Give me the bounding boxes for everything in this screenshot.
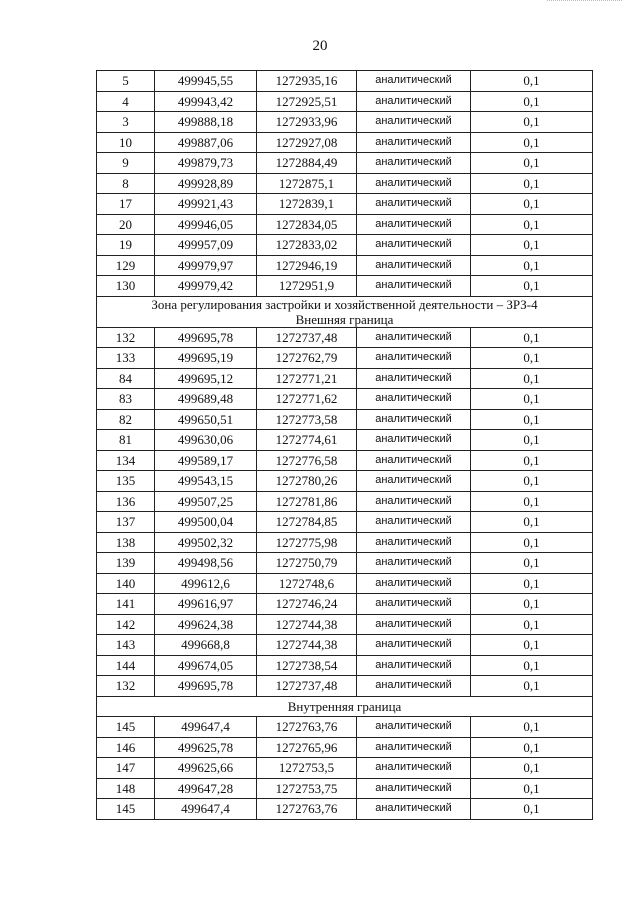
table-row bbox=[97, 214, 593, 235]
accuracy-cell: 0,1 bbox=[471, 635, 593, 656]
point-number-cell: 148 bbox=[97, 778, 155, 799]
point-number-cell: 134 bbox=[97, 450, 155, 471]
x-coordinate-cell: 499616,97 bbox=[155, 594, 257, 615]
y-coordinate-cell: 1272875,1 bbox=[257, 173, 357, 194]
point-number-cell: 9 bbox=[97, 153, 155, 174]
outer-border-title: Внешняя граница bbox=[295, 311, 394, 327]
accuracy-cell: 0,1 bbox=[471, 614, 593, 635]
table-row bbox=[97, 153, 593, 174]
x-coordinate-cell: 499888,18 bbox=[155, 112, 257, 133]
x-coordinate-cell: 499957,09 bbox=[155, 235, 257, 256]
table-row bbox=[97, 276, 593, 297]
method-cell: аналитический bbox=[357, 214, 471, 235]
table-row bbox=[97, 532, 593, 553]
x-coordinate-cell: 499650,51 bbox=[155, 409, 257, 430]
point-number-cell: 146 bbox=[97, 737, 155, 758]
table-row bbox=[97, 512, 593, 533]
table-row bbox=[97, 614, 593, 635]
method-cell: аналитический bbox=[357, 132, 471, 153]
x-coordinate-cell: 499695,12 bbox=[155, 368, 257, 389]
inner-border-title-row bbox=[97, 696, 593, 717]
table-row bbox=[97, 594, 593, 615]
x-coordinate-cell: 499502,32 bbox=[155, 532, 257, 553]
method-cell: аналитический bbox=[357, 778, 471, 799]
method-cell: аналитический bbox=[357, 676, 471, 697]
accuracy-cell: 0,1 bbox=[471, 368, 593, 389]
accuracy-cell: 0,1 bbox=[471, 430, 593, 451]
accuracy-cell: 0,1 bbox=[471, 758, 593, 779]
x-coordinate-cell: 499943,42 bbox=[155, 91, 257, 112]
point-number-cell: 141 bbox=[97, 594, 155, 615]
table-row bbox=[97, 235, 593, 256]
accuracy-cell: 0,1 bbox=[471, 799, 593, 820]
y-coordinate-cell: 1272750,79 bbox=[257, 553, 357, 574]
point-number-cell: 5 bbox=[97, 71, 155, 92]
x-coordinate-cell: 499695,78 bbox=[155, 327, 257, 348]
x-coordinate-cell: 499979,97 bbox=[155, 255, 257, 276]
y-coordinate-cell: 1272765,96 bbox=[257, 737, 357, 758]
point-number-cell: 17 bbox=[97, 194, 155, 215]
y-coordinate-cell: 1272776,58 bbox=[257, 450, 357, 471]
x-coordinate-cell: 499625,66 bbox=[155, 758, 257, 779]
point-number-cell: 145 bbox=[97, 799, 155, 820]
accuracy-cell: 0,1 bbox=[471, 737, 593, 758]
method-cell: аналитический bbox=[357, 173, 471, 194]
method-cell: аналитический bbox=[357, 112, 471, 133]
point-number-cell: 20 bbox=[97, 214, 155, 235]
method-cell: аналитический bbox=[357, 737, 471, 758]
x-coordinate-cell: 499674,05 bbox=[155, 655, 257, 676]
point-number-cell: 145 bbox=[97, 717, 155, 738]
method-cell: аналитический bbox=[357, 553, 471, 574]
method-cell: аналитический bbox=[357, 255, 471, 276]
table-row bbox=[97, 655, 593, 676]
table-row bbox=[97, 389, 593, 410]
y-coordinate-cell: 1272839,1 bbox=[257, 194, 357, 215]
point-number-cell: 144 bbox=[97, 655, 155, 676]
method-cell: аналитический bbox=[357, 194, 471, 215]
method-cell: аналитический bbox=[357, 71, 471, 92]
table-row bbox=[97, 368, 593, 389]
table-row bbox=[97, 491, 593, 512]
point-number-cell: 133 bbox=[97, 348, 155, 369]
point-number-cell: 10 bbox=[97, 132, 155, 153]
table-row bbox=[97, 173, 593, 194]
accuracy-cell: 0,1 bbox=[471, 132, 593, 153]
point-number-cell: 143 bbox=[97, 635, 155, 656]
accuracy-cell: 0,1 bbox=[471, 348, 593, 369]
accuracy-cell: 0,1 bbox=[471, 194, 593, 215]
x-coordinate-cell: 499624,38 bbox=[155, 614, 257, 635]
accuracy-cell: 0,1 bbox=[471, 512, 593, 533]
method-cell: аналитический bbox=[357, 758, 471, 779]
accuracy-cell: 0,1 bbox=[471, 594, 593, 615]
y-coordinate-cell: 1272762,79 bbox=[257, 348, 357, 369]
x-coordinate-cell: 499630,06 bbox=[155, 430, 257, 451]
x-coordinate-cell: 499625,78 bbox=[155, 737, 257, 758]
zone-title: Зона регулирования застройки и хозяйственной деятельности – ЗРЗ-4 bbox=[151, 296, 538, 312]
y-coordinate-cell: 1272753,5 bbox=[257, 758, 357, 779]
accuracy-cell: 0,1 bbox=[471, 389, 593, 410]
method-cell: аналитический bbox=[357, 799, 471, 820]
point-number-cell: 142 bbox=[97, 614, 155, 635]
inner-header-group bbox=[97, 696, 593, 717]
y-coordinate-cell: 1272738,54 bbox=[257, 655, 357, 676]
point-number-cell: 83 bbox=[97, 389, 155, 410]
point-number-cell: 132 bbox=[97, 327, 155, 348]
method-cell: аналитический bbox=[357, 368, 471, 389]
point-number-cell: 138 bbox=[97, 532, 155, 553]
rows-outer-group bbox=[97, 327, 593, 696]
method-cell: аналитический bbox=[357, 512, 471, 533]
table-row bbox=[97, 348, 593, 369]
accuracy-cell: 0,1 bbox=[471, 491, 593, 512]
y-coordinate-cell: 1272744,38 bbox=[257, 614, 357, 635]
x-coordinate-cell: 499498,56 bbox=[155, 553, 257, 574]
y-coordinate-cell: 1272753,75 bbox=[257, 778, 357, 799]
x-coordinate-cell: 499689,48 bbox=[155, 389, 257, 410]
accuracy-cell: 0,1 bbox=[471, 450, 593, 471]
method-cell: аналитический bbox=[357, 717, 471, 738]
table-row bbox=[97, 132, 593, 153]
table-row bbox=[97, 471, 593, 492]
rows-top-group bbox=[97, 71, 593, 297]
method-cell: аналитический bbox=[357, 276, 471, 297]
method-cell: аналитический bbox=[357, 532, 471, 553]
x-coordinate-cell: 499500,04 bbox=[155, 512, 257, 533]
accuracy-cell: 0,1 bbox=[471, 276, 593, 297]
method-cell: аналитический bbox=[357, 235, 471, 256]
table-row bbox=[97, 450, 593, 471]
accuracy-cell: 0,1 bbox=[471, 214, 593, 235]
y-coordinate-cell: 1272746,24 bbox=[257, 594, 357, 615]
point-number-cell: 129 bbox=[97, 255, 155, 276]
y-coordinate-cell: 1272833,02 bbox=[257, 235, 357, 256]
zone-title-row bbox=[97, 296, 593, 327]
point-number-cell: 135 bbox=[97, 471, 155, 492]
table-row bbox=[97, 71, 593, 92]
point-number-cell: 139 bbox=[97, 553, 155, 574]
table-row bbox=[97, 430, 593, 451]
table-row bbox=[97, 553, 593, 574]
y-coordinate-cell: 1272884,49 bbox=[257, 153, 357, 174]
x-coordinate-cell: 499668,8 bbox=[155, 635, 257, 656]
accuracy-cell: 0,1 bbox=[471, 573, 593, 594]
method-cell: аналитический bbox=[357, 614, 471, 635]
point-number-cell: 140 bbox=[97, 573, 155, 594]
zone-header-group bbox=[97, 296, 593, 327]
y-coordinate-cell: 1272781,86 bbox=[257, 491, 357, 512]
y-coordinate-cell: 1272925,51 bbox=[257, 91, 357, 112]
table-row bbox=[97, 194, 593, 215]
table-row bbox=[97, 255, 593, 276]
point-number-cell: 3 bbox=[97, 112, 155, 133]
point-number-cell: 19 bbox=[97, 235, 155, 256]
method-cell: аналитический bbox=[357, 327, 471, 348]
point-number-cell: 8 bbox=[97, 173, 155, 194]
table-row bbox=[97, 799, 593, 820]
y-coordinate-cell: 1272744,38 bbox=[257, 635, 357, 656]
point-number-cell: 81 bbox=[97, 430, 155, 451]
method-cell: аналитический bbox=[357, 153, 471, 174]
accuracy-cell: 0,1 bbox=[471, 91, 593, 112]
x-coordinate-cell: 499928,89 bbox=[155, 173, 257, 194]
table-row bbox=[97, 717, 593, 738]
x-coordinate-cell: 499979,42 bbox=[155, 276, 257, 297]
x-coordinate-cell: 499647,28 bbox=[155, 778, 257, 799]
table-row bbox=[97, 573, 593, 594]
table-row bbox=[97, 327, 593, 348]
table-row bbox=[97, 758, 593, 779]
x-coordinate-cell: 499612,6 bbox=[155, 573, 257, 594]
accuracy-cell: 0,1 bbox=[471, 676, 593, 697]
point-number-cell: 147 bbox=[97, 758, 155, 779]
accuracy-cell: 0,1 bbox=[471, 327, 593, 348]
table-row bbox=[97, 676, 593, 697]
table-row bbox=[97, 737, 593, 758]
accuracy-cell: 0,1 bbox=[471, 778, 593, 799]
accuracy-cell: 0,1 bbox=[471, 553, 593, 574]
method-cell: аналитический bbox=[357, 91, 471, 112]
y-coordinate-cell: 1272935,16 bbox=[257, 71, 357, 92]
accuracy-cell: 0,1 bbox=[471, 153, 593, 174]
method-cell: аналитический bbox=[357, 471, 471, 492]
x-coordinate-cell: 499647,4 bbox=[155, 717, 257, 738]
x-coordinate-cell: 499543,15 bbox=[155, 471, 257, 492]
scan-corner-mark bbox=[547, 0, 622, 5]
accuracy-cell: 0,1 bbox=[471, 235, 593, 256]
table-row bbox=[97, 91, 593, 112]
accuracy-cell: 0,1 bbox=[471, 717, 593, 738]
zone-title-cell bbox=[97, 296, 593, 327]
accuracy-cell: 0,1 bbox=[471, 409, 593, 430]
y-coordinate-cell: 1272834,05 bbox=[257, 214, 357, 235]
table-row bbox=[97, 635, 593, 656]
accuracy-cell: 0,1 bbox=[471, 255, 593, 276]
x-coordinate-cell: 499589,17 bbox=[155, 450, 257, 471]
method-cell: аналитический bbox=[357, 409, 471, 430]
x-coordinate-cell: 499507,25 bbox=[155, 491, 257, 512]
accuracy-cell: 0,1 bbox=[471, 532, 593, 553]
y-coordinate-cell: 1272780,26 bbox=[257, 471, 357, 492]
table-row bbox=[97, 778, 593, 799]
y-coordinate-cell: 1272748,6 bbox=[257, 573, 357, 594]
point-number-cell: 84 bbox=[97, 368, 155, 389]
point-number-cell: 137 bbox=[97, 512, 155, 533]
y-coordinate-cell: 1272946,19 bbox=[257, 255, 357, 276]
x-coordinate-cell: 499695,19 bbox=[155, 348, 257, 369]
coordinates-table bbox=[96, 70, 593, 820]
x-coordinate-cell: 499945,55 bbox=[155, 71, 257, 92]
y-coordinate-cell: 1272737,48 bbox=[257, 327, 357, 348]
point-number-cell: 4 bbox=[97, 91, 155, 112]
accuracy-cell: 0,1 bbox=[471, 173, 593, 194]
table-row bbox=[97, 112, 593, 133]
method-cell: аналитический bbox=[357, 491, 471, 512]
inner-border-title: Внутренняя граница bbox=[97, 696, 593, 717]
method-cell: аналитический bbox=[357, 430, 471, 451]
accuracy-cell: 0,1 bbox=[471, 471, 593, 492]
y-coordinate-cell: 1272951,9 bbox=[257, 276, 357, 297]
y-coordinate-cell: 1272927,08 bbox=[257, 132, 357, 153]
table-row bbox=[97, 409, 593, 430]
method-cell: аналитический bbox=[357, 655, 471, 676]
point-number-cell: 132 bbox=[97, 676, 155, 697]
accuracy-cell: 0,1 bbox=[471, 71, 593, 92]
y-coordinate-cell: 1272771,62 bbox=[257, 389, 357, 410]
method-cell: аналитический bbox=[357, 573, 471, 594]
y-coordinate-cell: 1272774,61 bbox=[257, 430, 357, 451]
y-coordinate-cell: 1272771,21 bbox=[257, 368, 357, 389]
x-coordinate-cell: 499887,06 bbox=[155, 132, 257, 153]
rows-inner-group bbox=[97, 717, 593, 820]
x-coordinate-cell: 499879,73 bbox=[155, 153, 257, 174]
point-number-cell: 130 bbox=[97, 276, 155, 297]
method-cell: аналитический bbox=[357, 389, 471, 410]
method-cell: аналитический bbox=[357, 348, 471, 369]
x-coordinate-cell: 499695,78 bbox=[155, 676, 257, 697]
x-coordinate-cell: 499946,05 bbox=[155, 214, 257, 235]
x-coordinate-cell: 499647,4 bbox=[155, 799, 257, 820]
y-coordinate-cell: 1272784,85 bbox=[257, 512, 357, 533]
y-coordinate-cell: 1272763,76 bbox=[257, 717, 357, 738]
accuracy-cell: 0,1 bbox=[471, 655, 593, 676]
y-coordinate-cell: 1272773,58 bbox=[257, 409, 357, 430]
point-number-cell: 82 bbox=[97, 409, 155, 430]
page-number: 20 bbox=[312, 38, 328, 54]
y-coordinate-cell: 1272763,76 bbox=[257, 799, 357, 820]
method-cell: аналитический bbox=[357, 450, 471, 471]
method-cell: аналитический bbox=[357, 635, 471, 656]
y-coordinate-cell: 1272775,98 bbox=[257, 532, 357, 553]
point-number-cell: 136 bbox=[97, 491, 155, 512]
y-coordinate-cell: 1272933,96 bbox=[257, 112, 357, 133]
method-cell: аналитический bbox=[357, 594, 471, 615]
y-coordinate-cell: 1272737,48 bbox=[257, 676, 357, 697]
accuracy-cell: 0,1 bbox=[471, 112, 593, 133]
x-coordinate-cell: 499921,43 bbox=[155, 194, 257, 215]
